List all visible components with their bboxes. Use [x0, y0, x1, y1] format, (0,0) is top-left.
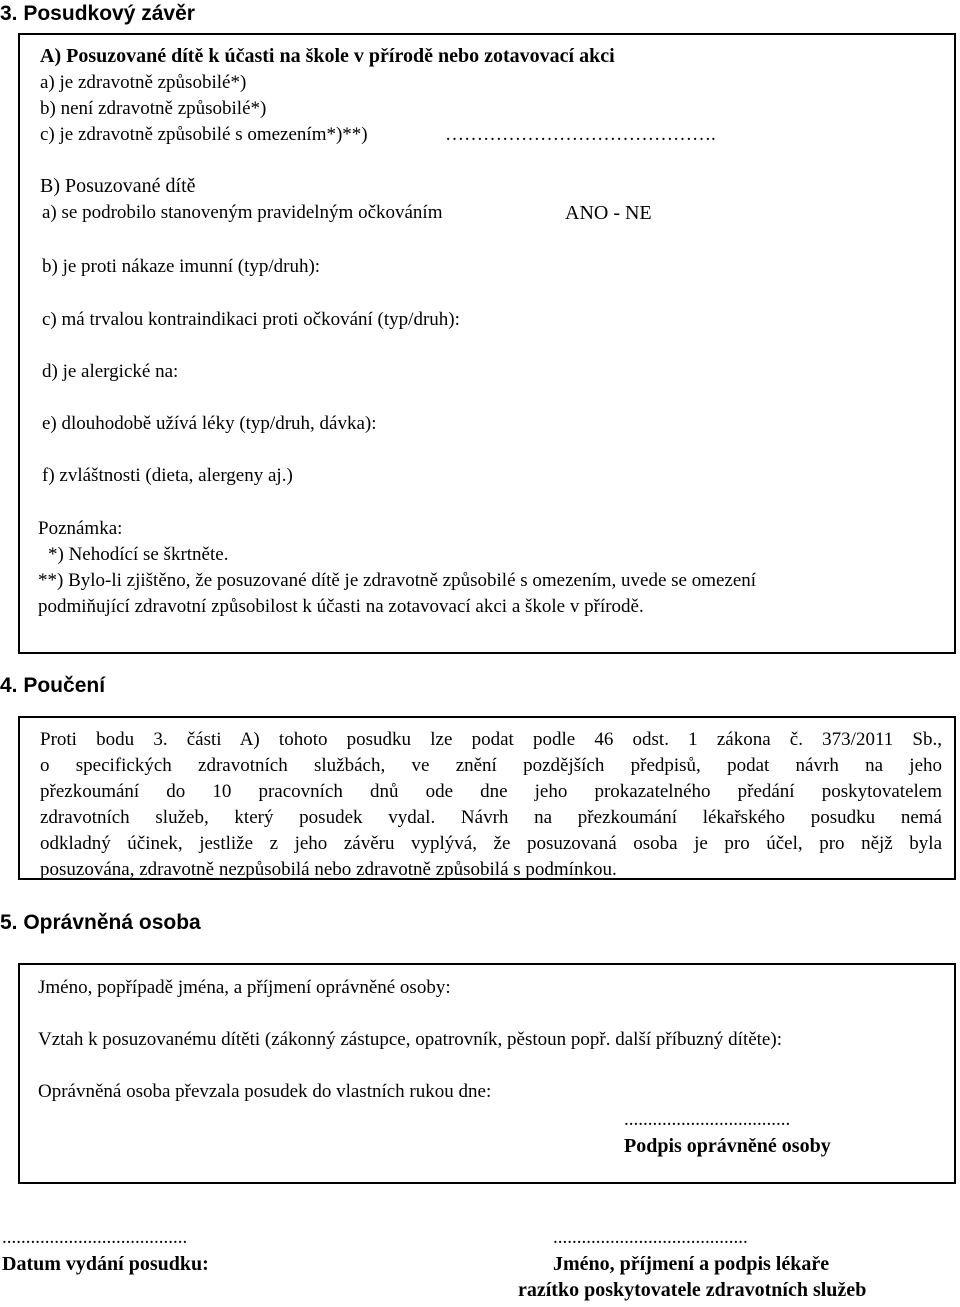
- section-4-heading: 4. Poučení: [0, 674, 106, 697]
- note-label: Poznámka:: [38, 518, 123, 539]
- ano-ne-choice: ANO - NE: [565, 202, 652, 224]
- part-b-item-d: d) je alergické na:: [42, 361, 179, 382]
- part-b-item-f: f) zvláštnosti (dieta, alergeny aj.): [42, 465, 293, 486]
- part-b-item-c: c) má trvalou kontraindikaci proti očkování (typ/druh):: [42, 309, 460, 330]
- section-5-heading: 5. Oprávněná osoba: [0, 911, 201, 934]
- issue-date-line: .......................................: [2, 1227, 188, 1248]
- part-a-option-c: c) je zdravotně způsobilé s omezením*)**): [40, 124, 368, 145]
- instruction-line-4: zdravotních služeb, který posudek vydal. Návrh na přezkoumání lékařského posudku nemá: [40, 807, 942, 828]
- part-a-option-b: b) není zdravotně způsobilé*): [40, 98, 267, 119]
- authorized-person-name-label: Jméno, popřípadě jména, a příjmení oprávněné osoby:: [38, 977, 451, 998]
- note-line-2: **) Bylo-li zjištěno, že posuzované dítě je zdravotně způsobilé s omezením, uvede se omezení: [38, 570, 757, 591]
- part-a-option-c-dots: …………………………………….: [445, 124, 716, 145]
- authorized-person-relation-label: Vztah k posuzovanému dítěti (zákonný zástupce, opatrovník, pěstoun popř. další příbuzný dítěte):: [38, 1029, 782, 1050]
- part-b-item-b: b) je proti nákaze imunní (typ/druh):: [42, 256, 321, 277]
- received-date-label: Oprávněná osoba převzala posudek do vlastních rukou dne:: [38, 1081, 492, 1102]
- instruction-line-1: Proti bodu 3. části A) tohoto posudku lze podat podle 46 odst. 1 zákona č. 373/2011 Sb.,: [40, 729, 942, 750]
- instruction-line-3: přezkoumání do 10 pracovních dnů ode dne jeho prokazatelného předání poskytovatelem: [40, 781, 942, 802]
- instruction-line-6: posuzována, zdravotně nezpůsobilá nebo zdravotně způsobilá s podmínkou.: [40, 859, 617, 878]
- doctor-signature-label: Jméno, příjmení a podpis lékaře: [553, 1253, 830, 1275]
- signature-line: ...................................: [624, 1109, 791, 1130]
- instruction-line-2: o specifických zdravotních službách, ve znění pozdějších předpisů, podat návrh na jeho: [40, 755, 942, 776]
- note-line-3: podmiňující zdravotní způsobilost k účasti na zotavovací akci a škole v přírodě.: [38, 596, 644, 617]
- provider-stamp-label: razítko poskytovatele zdravotních služeb: [518, 1279, 867, 1301]
- part-b-item-a: a) se podrobilo stanoveným pravidelným očkováním: [42, 202, 443, 223]
- section-3-heading: 3. Posudkový závěr: [0, 2, 195, 25]
- instruction-line-5: odkladný účinek, jestliže z jeho závěru vyplývá, že posuzovaná osoba je pro účel, pro nějž byla: [40, 833, 942, 854]
- part-a-title: A) Posuzované dítě k účasti na škole v přírodě nebo zotavovací akci: [40, 45, 615, 67]
- issue-date-label: Datum vydání posudku:: [2, 1253, 209, 1275]
- note-line-1: *) Nehodící se škrtněte.: [48, 544, 229, 565]
- part-b-title: B) Posuzované dítě: [40, 175, 196, 197]
- part-b-item-e: e) dlouhodobě užívá léky (typ/druh, dávka):: [42, 413, 377, 434]
- part-a-option-a: a) je zdravotně způsobilé*): [40, 72, 247, 93]
- signature-label: Podpis oprávněné osoby: [624, 1135, 831, 1157]
- doctor-signature-line: .........................................: [553, 1227, 748, 1248]
